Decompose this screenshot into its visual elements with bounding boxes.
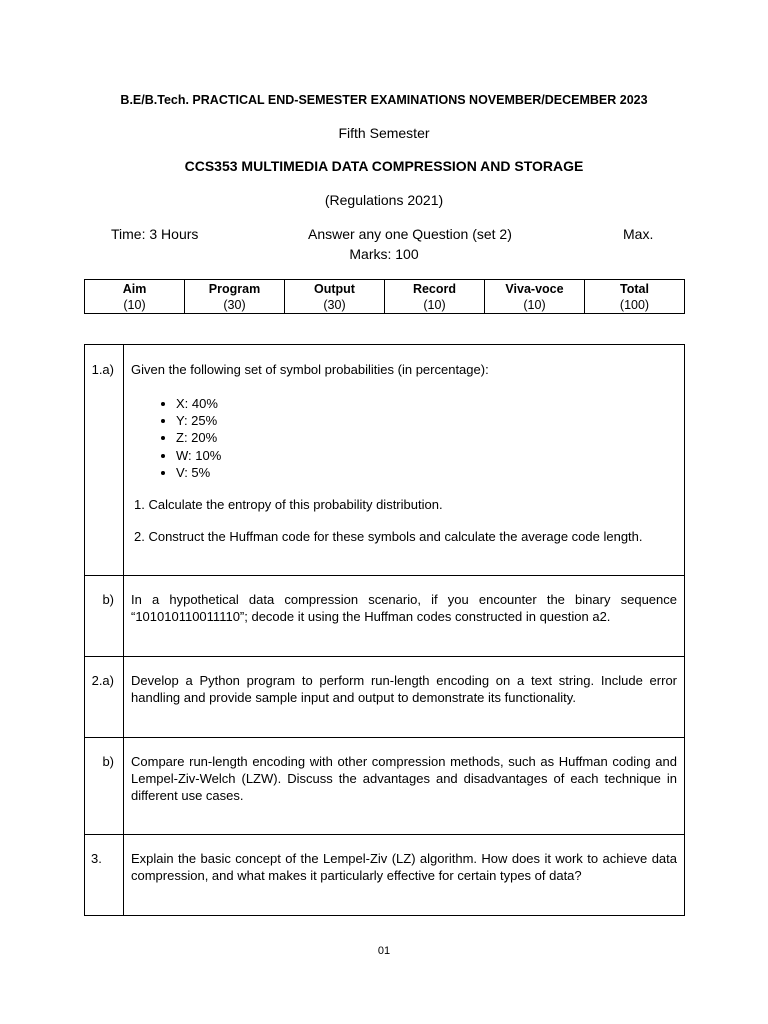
question-row-2b: [85, 738, 685, 835]
question-part-1: 1. Calculate the entropy of this probability distribution.: [134, 497, 443, 513]
time-label: Time: 3 Hours: [111, 226, 199, 242]
marks-row: [85, 280, 685, 314]
marks-value: (30): [223, 298, 246, 312]
question-row-1a: [85, 345, 685, 576]
symbol-list: [131, 395, 677, 481]
instruction-label: Answer any one Question (set 2): [308, 226, 512, 242]
list-item: • W: 10%: [176, 447, 677, 464]
marks-header: Viva-voce: [505, 282, 564, 296]
question-number: b): [85, 738, 124, 835]
questions-table: [84, 344, 685, 916]
question-text: Develop a Python program to perform run-length encoding on a text string. Include error handling and provide sample input and output to demonstrate its functionality.: [124, 657, 685, 738]
question-text: In a hypothetical data compression scenario, if you encounter the binary sequence “101010110011110”; decode it using the Huffman codes constructed in question a2.: [124, 576, 685, 657]
list-item: • Y: 25%: [176, 412, 677, 429]
question-row-1b: [85, 576, 685, 657]
page-number: 01: [377, 945, 391, 957]
marks-cell-total: [585, 280, 685, 314]
question-number: b): [85, 576, 124, 657]
question-number: 1.a): [85, 345, 124, 576]
question-part-2: 2. Construct the Huffman code for these symbols and calculate the average code length.: [134, 529, 643, 545]
semester-label: Fifth Semester: [338, 125, 430, 141]
question-row-2a: [85, 657, 685, 738]
list-item: • V: 5%: [176, 464, 677, 481]
marks-value: (10): [423, 298, 446, 312]
marks-cell-record: [385, 280, 485, 314]
question-body: [124, 345, 685, 576]
max-label: Max.: [623, 226, 654, 242]
marks-header: Aim: [122, 282, 147, 296]
question-text: Explain the basic concept of the Lempel-Ziv (LZ) algorithm. How does it work to achieve data compression, and what makes it particularly effective for certain types of data?: [124, 835, 685, 916]
marks-header: Total: [620, 282, 649, 296]
course-title: CCS353 MULTIMEDIA DATA COMPRESSION AND STORAGE: [184, 158, 584, 174]
list-item: • Z: 20%: [176, 429, 677, 446]
marks-header: Output: [314, 282, 355, 296]
marks-header: Program: [208, 282, 261, 296]
marks-header: Record: [412, 282, 457, 296]
exam-heading: B.E/B.Tech. PRACTICAL END-SEMESTER EXAMINATIONS NOVEMBER/DECEMBER 2023: [120, 93, 648, 107]
regulations-label: (Regulations 2021): [324, 192, 444, 208]
list-item: • X: 40%: [176, 395, 677, 412]
max-marks-label: Marks: 100: [349, 246, 419, 262]
marks-value: (10): [523, 298, 546, 312]
marks-table: [84, 279, 685, 314]
marks-cell-program: [185, 280, 285, 314]
question-number: 3.: [85, 835, 124, 916]
marks-value: (30): [323, 298, 346, 312]
marks-value: (10): [123, 298, 146, 312]
question-number: 2.a): [85, 657, 124, 738]
marks-cell-viva-voce: [485, 280, 585, 314]
question-row-3: [85, 835, 685, 916]
question-text: Compare run-length encoding with other compression methods, such as Huffman coding and Lempel-Ziv-Welch (LZW). Discuss the advantages and disadvantages of each technique in different use cases.: [124, 738, 685, 835]
marks-value: (100): [619, 298, 650, 312]
marks-cell-aim: [85, 280, 185, 314]
question-intro: Given the following set of symbol probabilities (in percentage):: [131, 362, 489, 377]
marks-cell-output: [285, 280, 385, 314]
